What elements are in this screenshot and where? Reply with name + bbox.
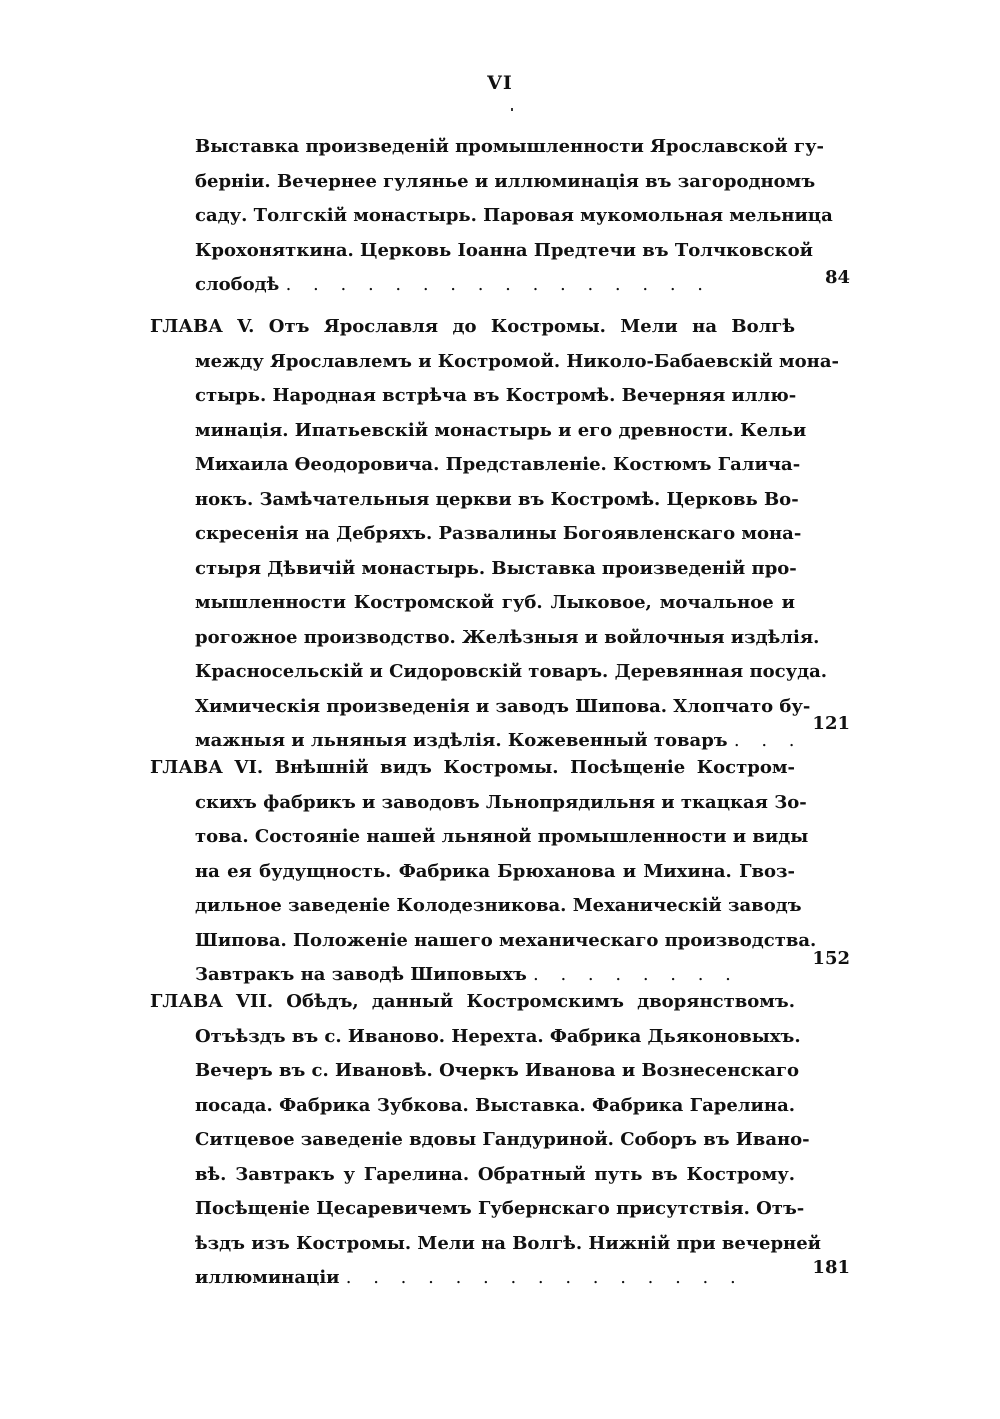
- toc-line: на ея будущность. Фабрика Брюханова и Михина. Гвоз-: [195, 860, 795, 882]
- toc-line: ГЛАВА VII. Обѣдъ, данный Костромскимъ дворянствомъ.: [150, 991, 795, 1012]
- toc-line: между Ярославлемъ и Костромой. Николо-Бабаевскій мона-: [195, 350, 839, 372]
- toc-line-last: [195, 268, 795, 303]
- toc-line: ГЛАВА V. Отъ Ярославля до Костромы. Мели на Волгѣ: [150, 316, 795, 337]
- page-number: VI: [487, 72, 513, 94]
- toc-line: берніи. Вечернее гулянье и иллюминація въ загородномъ: [195, 170, 816, 192]
- toc-line-text: Завтракъ на заводѣ Шиповыхъ: [195, 964, 527, 985]
- toc-line: рогожное производство. Желѣзныя и войлочныя издѣлія.: [195, 626, 820, 648]
- toc-line: вѣ. Завтракъ у Гарелина. Обратный путь въ Кострому.: [195, 1163, 795, 1185]
- toc-line: саду. Толгскій монастырь. Паровая мукомольная мельница: [195, 205, 833, 226]
- leader-dots: . . . . . . . . . . . . . . .: [345, 1267, 744, 1288]
- toc-line: посада. Фабрика Зубкова. Выставка. Фабрика Гарелина.: [195, 1094, 795, 1116]
- toc-page-ref: 152: [812, 948, 850, 969]
- leader-dots: . . . . . . . .: [533, 964, 739, 985]
- toc-line: Отъѣздъ въ с. Иваново. Нерехта. Фабрика Дьяконовыхъ.: [195, 1025, 801, 1047]
- toc-line: ѣздъ изъ Костромы. Мели на Волгѣ. Нижній при вечерней: [195, 1232, 822, 1254]
- toc-line: Ситцевое заведеніе вдовы Гандуриной. Соборъ въ Ивано-: [195, 1129, 810, 1150]
- toc-line: дильное заведеніе Колодезникова. Механическій заводъ: [195, 895, 802, 916]
- toc-entry-continued: [195, 130, 833, 303]
- toc-line: Выставка произведеній промышленности Ярославской гу-: [195, 136, 825, 157]
- toc-line-text: слободѣ: [195, 274, 280, 295]
- toc-line-text: иллюминаціи: [195, 1267, 340, 1288]
- toc-page-ref: 121: [812, 713, 850, 734]
- toc-line: Посѣщеніе Цесаревичемъ Губернскаго присутствія. Отъ-: [195, 1198, 805, 1219]
- toc-line: стырь. Народная встрѣча въ Костромѣ. Вечерняя иллю-: [195, 385, 797, 406]
- toc-line: ГЛАВА VI. Внѣшній видъ Костромы. Посѣщеніе Костром-: [150, 757, 795, 778]
- toc-line: Красносельскій и Сидоровскій товаръ. Деревянная посуда.: [195, 661, 828, 682]
- toc-line: Химическія произведенія и заводъ Шипова. Хлопчато бу-: [195, 695, 811, 717]
- toc-line: Крохоняткина. Церковь Іоанна Предтечи въ Толчковской: [195, 239, 813, 261]
- toc-line-text: мажныя и льняныя издѣлія. Кожевенный товаръ: [195, 730, 728, 751]
- toc-line: Михаила Ѳеодоровича. Представленіе. Костюмъ Галича-: [195, 454, 801, 475]
- toc-entry-chapter-6: [150, 751, 817, 993]
- toc-line: стыря Дѣвичій монастырь. Выставка произведеній про-: [195, 557, 797, 579]
- toc-line: Шипова. Положеніе нашего механическаго производства.: [195, 929, 817, 951]
- leader-dots: . . .: [733, 730, 803, 751]
- toc-line: Вечеръ въ с. Ивановѣ. Очеркъ Иванова и Вознесенскаго: [195, 1060, 800, 1081]
- toc-line: мышленности Костромской губ. Лыковое, мочальное и: [195, 592, 795, 613]
- toc-line: скресенія на Дебряхъ. Развалины Богоявленскаго мона-: [195, 523, 802, 544]
- toc-line: нокъ. Замѣчательныя церкви въ Костромѣ. Церковь Во-: [195, 488, 799, 510]
- toc-line: скихъ фабрикъ и заводовъ Льнопрядильня и ткацкая Зо-: [195, 791, 807, 813]
- toc-entry-chapter-7: [150, 985, 822, 1296]
- leader-dots: . . . . . . . . . . . . . . . .: [285, 274, 711, 295]
- toc-page-ref: 84: [824, 267, 850, 288]
- toc-page-ref: 181: [812, 1257, 850, 1278]
- toc-line: минація. Ипатьевскій монастырь и его древности. Кельи: [195, 419, 807, 441]
- toc-line-last: [150, 1261, 795, 1296]
- toc-line: това. Состояніе нашей льняной промышленности и виды: [195, 826, 809, 847]
- ink-speck: [511, 108, 513, 111]
